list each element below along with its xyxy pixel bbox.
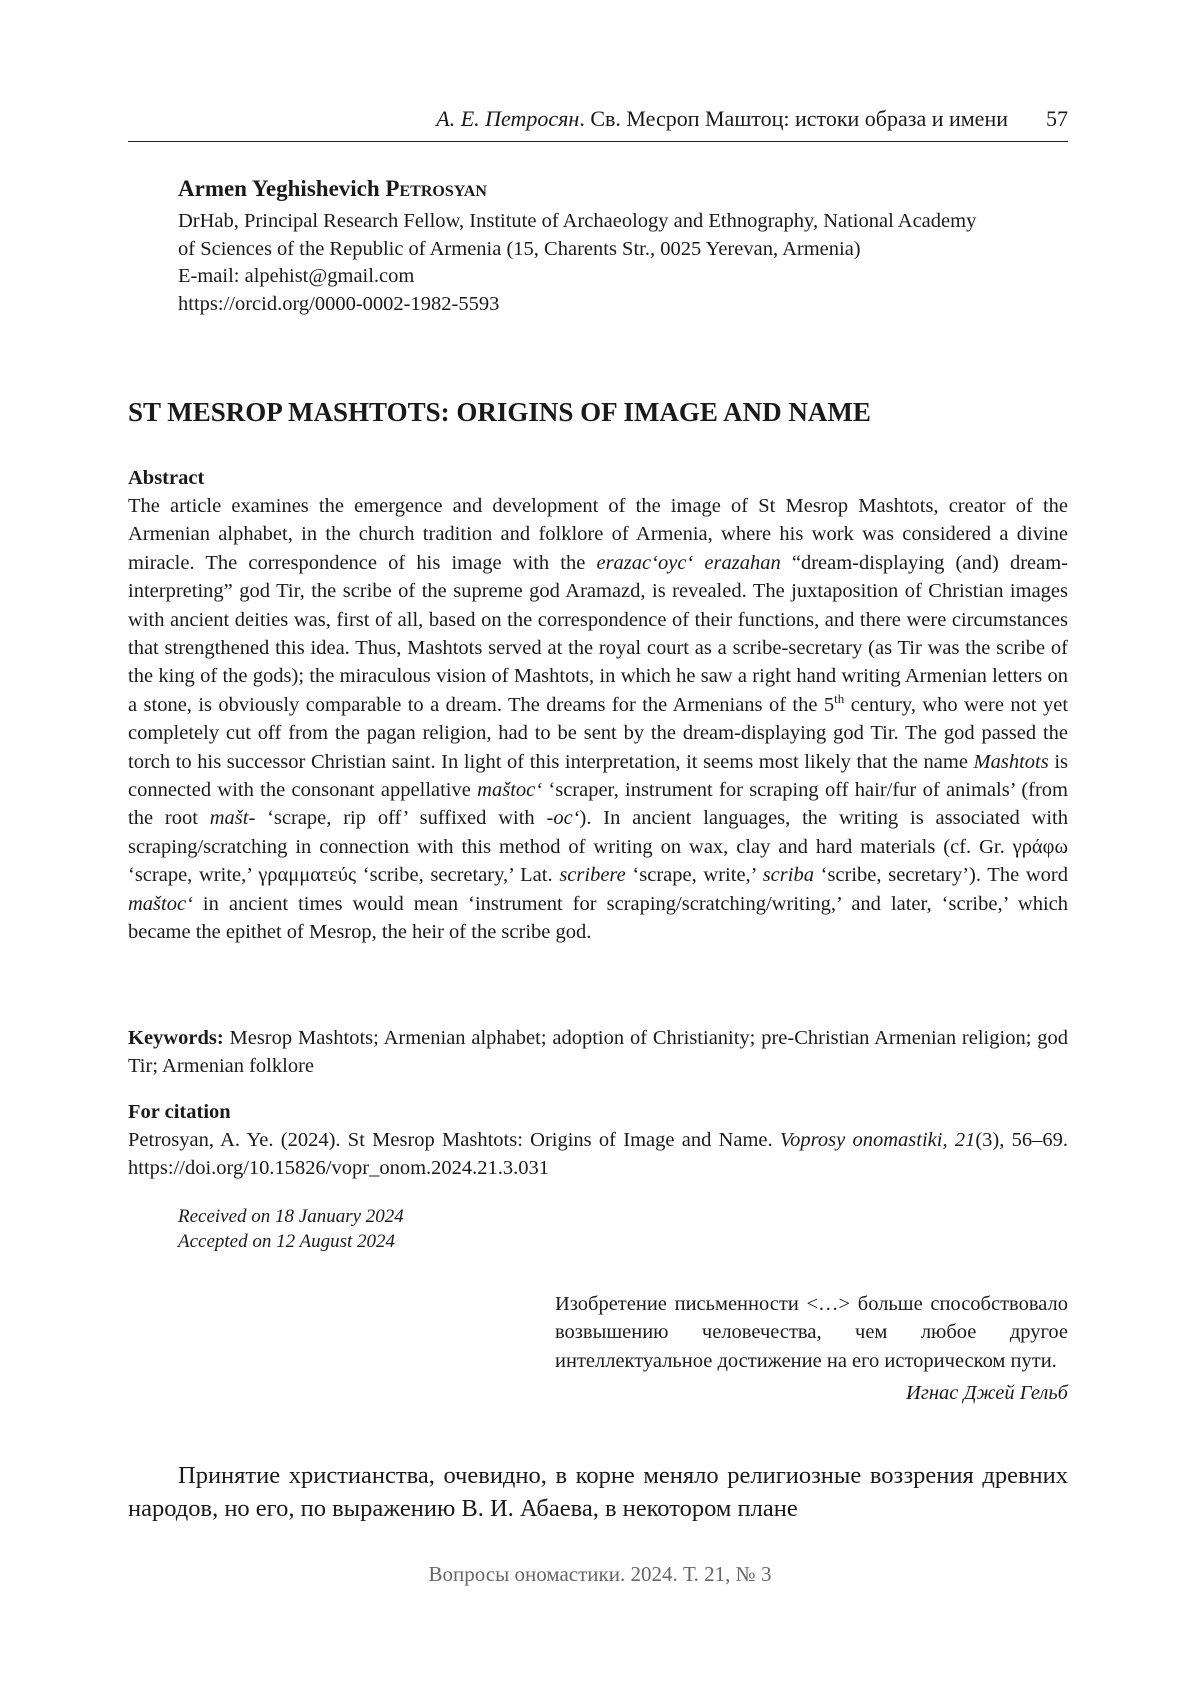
- page-number: 57: [1046, 106, 1068, 131]
- citation-part: (3), 56–69. https://doi.org/10.15826/vopr_onom.2024.21.3.031: [128, 1129, 1068, 1180]
- citation-journal: Voprosy onomastiki, 21: [779, 1129, 976, 1151]
- received-date: Received on 18 January 2024: [178, 1206, 404, 1227]
- abstract-italic: Mashtots: [973, 750, 1049, 773]
- epigraph-text: Изобретение письменности <…> больше способствовало возвышению человечества, чем любое другое интеллектуальное достижение на его историческом пути.: [555, 1293, 1068, 1372]
- dates-block: [178, 1204, 404, 1254]
- author-affiliation-line1: DrHab, Principal Research Fellow, Institute of Archaeology and Ethnography, National Academy: [178, 210, 977, 232]
- article-title: ST MESROP MASHTOTS: ORIGINS OF IMAGE AND NAME: [128, 397, 871, 427]
- epigraph-author: Игнас Джей Гельб: [906, 1382, 1068, 1405]
- running-head-title: [436, 104, 1008, 134]
- author-email: E-mail: alpehist@gmail.com: [178, 265, 415, 287]
- author-name: [178, 174, 1068, 204]
- abstract-part: ‘scraper, instrument for scraping off hair/fur of animals’ (from the root: [128, 779, 1068, 830]
- author-first-names: Armen Yeghishevich: [178, 176, 386, 201]
- author-orcid: https://orcid.org/0000-0002-1982-5593: [178, 292, 500, 315]
- abstract-italic: -oc‘: [546, 807, 580, 830]
- keywords: [128, 1024, 1068, 1081]
- citation-text: [128, 1126, 1068, 1183]
- abstract-italic: erazac‘oyc‘ erazahan: [596, 551, 781, 574]
- citation-part: Petrosyan, A. Ye. (2024). St Mesrop Mashtots: Origins of Image and Name.: [128, 1129, 780, 1151]
- abstract-heading: Abstract: [128, 467, 205, 489]
- body-paragraph: Принятие христианства, очевидно, в корне меняло религиозные воззрения древних народов, но его, по выражению В. И. Абаева, в некотором плане: [128, 1462, 1068, 1522]
- abstract-part: “dream-displaying (and) dream-interpreting” god Tir, the scribe of the supreme god Aramazd, is revealed. The juxtaposition of Christian images with ancient deities was, first of all, based on the correspondence of their functions, and there were circumstances that strengthened this idea. Thus, Mashtots served at the royal court as a scribe-secretary (as Tir was the scribe of the king of the gods); the miraculous vision of Mashtots, in which he saw a right hand writing Armenian letters on a stone, is obviously comparable to a dream. The dreams for the Armenians of the 5: [128, 551, 1069, 716]
- abstract-italic: scribere: [559, 864, 626, 887]
- page-footer: Вопросы ономастики. 2024. Т. 21, № 3: [428, 1562, 772, 1586]
- abstract-part: is connected with the consonant appellative: [128, 750, 1068, 802]
- author-block: [178, 174, 1068, 318]
- abstract-part: ). In ancient languages, the writing is associated with scraping/scratching in connection with this method of writing on wax, clay and hard materials (cf. Gr. γράφω ‘scrape, write,’ γραμματεύς ‘scribe, secretary,’ Lat.: [128, 807, 1069, 887]
- citation-section: [128, 1098, 1068, 1183]
- running-head-author: А. Е. Петросян: [436, 106, 580, 131]
- citation-heading: For citation: [128, 1101, 231, 1123]
- abstract-part: ‘scrape, write,’: [625, 864, 763, 887]
- abstract-italic: maštoc‘: [128, 892, 193, 915]
- epigraph: [555, 1290, 1068, 1408]
- keywords-label: Keywords:: [128, 1027, 224, 1049]
- abstract-italic: scriba: [762, 864, 814, 887]
- keywords-text: Mesrop Mashtots; Armenian alphabet; adoption of Christianity; pre-Christian Armenian religion; god Tir; Armenian folklore: [128, 1027, 1068, 1078]
- abstract-part: The article examines the emergence and development of the image of St Mesrop Mashtots, creator of the Armenian alphabet, in the church tradition and folklore of Armenia, where his work was considered a divine miracle. The correspondence of his image with the: [128, 495, 1068, 574]
- author-affiliation-line2: of Sciences of the Republic of Armenia (15, Charents Str., 0025 Yerevan, Armenia): [178, 237, 861, 260]
- running-head: [128, 104, 1068, 140]
- abstract-italic: maštoc‘: [477, 779, 543, 802]
- abstract-superscript: th: [834, 691, 845, 707]
- author-surname: Petrosyan: [385, 176, 487, 201]
- abstract-text: [128, 492, 1068, 947]
- header-rule: [128, 141, 1068, 142]
- accepted-date: Accepted on 12 August 2024: [178, 1231, 396, 1252]
- abstract-section: [128, 464, 1068, 947]
- abstract-italic: mašt-: [209, 807, 256, 830]
- abstract-part: ‘scrape, rip off’ suffixed with: [255, 807, 547, 830]
- abstract-part: ‘scribe, secretary’). The word: [813, 864, 1068, 887]
- abstract-part: in ancient times would mean ‘instrument for scraping/scratching/writing,’ and later, ‘scribe,’ which became the epithet of Mesrop, the heir of the scribe god.: [128, 892, 1068, 944]
- abstract-part: century, who were not yet completely cut off from the pagan religion, had to be sent by the dream-displaying god Tir. The god passed the torch to his successor Christian saint. In light of this interpretation, it seems most likely that the name: [128, 693, 1069, 773]
- running-head-article: . Св. Месроп Маштоц: истоки образа и имени: [579, 106, 1008, 131]
